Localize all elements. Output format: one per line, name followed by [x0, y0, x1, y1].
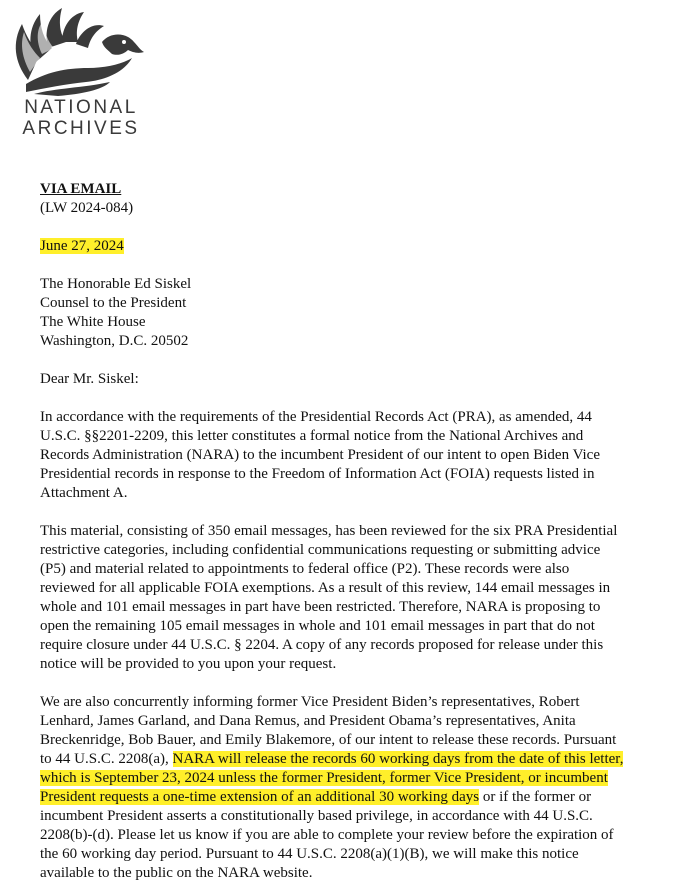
paragraph-line: This material, consisting of 350 email messages, has been reviewed for the six PRA Presidential [40, 523, 618, 539]
paragraph-line: U.S.C. §§2201-2209, this letter constitutes a formal notice from the National Archives and [40, 428, 584, 444]
paragraph-2 [40, 522, 680, 674]
paragraph-line [40, 769, 680, 788]
paragraph-line: whole and 101 email messages in part have been restricted. Therefore, NARA is proposing to [40, 599, 601, 615]
highlighted-text: President requests a one-time extension of an additional 30 working days [40, 789, 480, 805]
plain-text: or if the former or [479, 789, 592, 805]
paragraph-line: 2208(b)-(d). Please let us know if you are able to complete your review before the expiration of [40, 827, 614, 843]
addressee-line: Washington, D.C. 20502 [40, 333, 189, 349]
paragraph-line: Attachment A. [40, 485, 128, 501]
paragraph-line: Records Administration (NARA) to the incumbent President of our intent to open Biden Vice [40, 447, 600, 463]
eagle-icon [6, 2, 156, 98]
letter-date-line [40, 237, 680, 256]
paragraph-line: incumbent President asserts a constitutionally based privilege, in accordance with 44 U.S.C. [40, 808, 593, 824]
paragraph-line: reviewed for all applicable FOIA exemptions. As a result of this review, 144 email messages in [40, 580, 611, 596]
paragraph-3 [40, 693, 680, 883]
paragraph-line: require closure under 44 U.S.C. § 2204. A copy of any records proposed for release under this [40, 637, 604, 653]
logo-text-archives: ARCHIVES [22, 118, 140, 139]
addressee-line: The White House [40, 314, 146, 330]
plain-text: to 44 U.S.C. 2208(a), [40, 751, 173, 767]
paragraph-line: Breckenridge, Bob Bauer, and Emily Blakemore, of our intent to release these records. Pursuant [40, 732, 617, 748]
salutation: Dear Mr. Siskel: [40, 371, 139, 387]
paragraph-line: We are also concurrently informing former Vice President Biden’s representatives, Robert [40, 694, 580, 710]
paragraph-1 [40, 408, 680, 503]
paragraph-line: Lenhard, James Garland, and Dana Remus, and President Obama’s representatives, Anita [40, 713, 576, 729]
paragraph-line: available to the public on the NARA website. [40, 865, 313, 881]
addressee-block [40, 275, 680, 351]
highlighted-text: NARA will release the records 60 working days from the date of this letter, [172, 751, 624, 767]
paragraph-line: notice will be provided to you upon your request. [40, 656, 337, 672]
paragraph-line [40, 788, 680, 807]
letter-body [40, 180, 680, 883]
paragraph-line [40, 750, 680, 769]
reference-number: (LW 2024-084) [40, 200, 134, 216]
highlighted-text: which is September 23, 2024 unless the former President, former Vice President, or incumbent [40, 770, 608, 786]
addressee-line: The Honorable Ed Siskel [40, 276, 192, 292]
paragraph-line: (P5) and material related to appointments to federal office (P2). These records were also [40, 561, 570, 577]
logo-text-national: NATIONAL [24, 97, 138, 118]
letter-date: June 27, 2024 [40, 238, 124, 254]
national-archives-logo [6, 2, 156, 142]
delivery-method: VIA EMAIL [40, 181, 122, 197]
paragraph-line: restrictive categories, including confidential communications requesting or submitting advice [40, 542, 601, 558]
paragraph-line: Presidential records in response to the Freedom of Information Act (FOIA) requests listed in [40, 466, 595, 482]
addressee-line: Counsel to the President [40, 295, 187, 311]
paragraph-line: the 60 working day period. Pursuant to 44 U.S.C. 2208(a)(1)(B), we will make this notice [40, 846, 579, 862]
paragraph-line: In accordance with the requirements of the Presidential Records Act (PRA), as amended, 44 [40, 409, 592, 425]
paragraph-line: open the remaining 105 email messages in whole and 101 email messages in part that do not [40, 618, 595, 634]
